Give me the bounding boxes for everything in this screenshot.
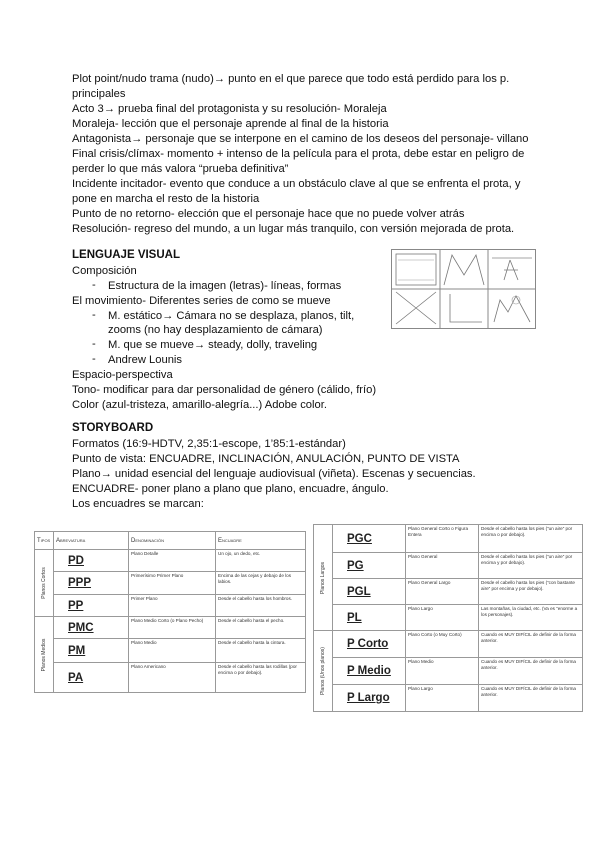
- name-cell: Plano Largo: [406, 685, 479, 712]
- intro-line-7: perder lo que más valora “prueba definitiva”: [72, 163, 289, 175]
- bullet-dash: -: [92, 279, 96, 291]
- intro-line-11: Resolución- regreso del mundo, a un lugar más tranquilo, con versión mejorada de prota.: [72, 223, 515, 235]
- andrew-text: Andrew Lounis: [108, 354, 183, 366]
- encuadres-table-right: [313, 524, 583, 712]
- name-cell: Plano Largo: [406, 605, 479, 631]
- abbr-cell: PL: [333, 605, 406, 631]
- abbr-cell: PGC: [333, 525, 406, 553]
- encuadres-table-left: [34, 531, 306, 693]
- abbr-cell: PD: [54, 550, 129, 572]
- abbr-cell: P Largo: [333, 685, 406, 712]
- espacio-label: Espacio-perspectiva: [72, 369, 173, 381]
- frame-cell: Cuando es MUY DIFÍCIL de definir de la forma anterior.: [479, 631, 583, 658]
- storyboard-line-4: ENCUADRE- poner plano a plano que plano, encuadre, ángulo.: [72, 483, 389, 495]
- bullet-dash: -: [92, 338, 96, 350]
- group-label: Planos Cortos: [41, 567, 47, 599]
- frame-cell: Desde el cabello hasta el pecho.: [216, 617, 306, 639]
- estatico-text-1: M. estático→ Cámara no se desplaza, planos, tilt,: [108, 310, 355, 322]
- lenguaje-visual-heading: LENGUAJE VISUAL: [72, 249, 180, 261]
- frame-cell: Las montañas, la ciudad, etc. (Va es “enorme a los personajes).: [479, 605, 583, 631]
- storyboard-line-1: Formatos (16:9-HDTV, 2,35:1-escope, 1’85:1-estándar): [72, 438, 346, 450]
- group-label: Planos Medios: [41, 638, 47, 671]
- storyboard-heading: STORYBOARD: [72, 422, 154, 434]
- bullet-dash: -: [92, 309, 96, 321]
- storyboard-line-2: Punto de vista: ENCUADRE, INCLINACIÓN, ANULACIÓN, PUNTO DE VISTA: [72, 453, 460, 465]
- name-cell: Plano Americano: [129, 663, 216, 693]
- group-label: Planos (Unos planos): [320, 647, 326, 695]
- abbr-cell: P Medio: [333, 658, 406, 685]
- frame-cell: Desde el cabello hasta los pies (“un aire” por encima y por debajo).: [479, 553, 583, 579]
- intro-line-5: Antagonista→ personaje que se interpone en el camino de los deseos del personaje- villano: [72, 133, 529, 145]
- name-cell: Plano General Corto o Figura Entera: [406, 525, 479, 553]
- header-tipos: Tipos: [35, 532, 54, 550]
- name-cell: Plano Detalle: [129, 550, 216, 572]
- group-label: Planos Largos: [320, 561, 326, 594]
- letter-composition-sketch: [391, 249, 536, 329]
- name-cell: Plano General Largo: [406, 579, 479, 605]
- frame-cell: Un ojo, un dedo, etc.: [216, 550, 306, 572]
- abbr-cell: P Corto: [333, 631, 406, 658]
- group-cell: [35, 550, 54, 617]
- intro-line-1: Plot point/nudo trama (nudo)→ punto en el que parece que todo está perdido para los p.: [72, 73, 510, 85]
- abbr-cell: PPP: [54, 572, 129, 595]
- intro-line-4: Moraleja- lección que el personaje aprende al final de la historia: [72, 118, 389, 130]
- intro-line-9: pone en marcha el resto de la historia: [72, 193, 260, 205]
- composicion-label: Composición: [72, 265, 137, 277]
- abbr-cell: PP: [54, 595, 129, 617]
- frame-cell: Cuando es MUY DIFÍCIL de definir de la forma anterior.: [479, 685, 583, 712]
- name-cell: Plano General: [406, 553, 479, 579]
- abbr-cell: PM: [54, 639, 129, 663]
- movimiento-label: El movimiento- Diferentes series de como se mueve: [72, 295, 331, 307]
- frame-cell: Desde el cabello hasta la cintura.: [216, 639, 306, 663]
- frame-cell: Desde el cabello hasta las rodillas (por encima o por debajo).: [216, 663, 306, 693]
- group-cell: [35, 617, 54, 693]
- storyboard-line-5: Los encuadres se marcan:: [72, 498, 204, 510]
- name-cell: Plano Medio: [406, 658, 479, 685]
- header-denominacion: Denominación: [129, 532, 216, 550]
- frame-cell: Cuando es MUY DIFÍCIL de definir de la forma anterior.: [479, 658, 583, 685]
- group-cell: [314, 525, 333, 631]
- intro-line-6: Final crisis/clímax- momento + intenso de la película para el prota, debe estar en peligro de: [72, 148, 525, 160]
- abbr-cell: PMC: [54, 617, 129, 639]
- name-cell: Plano Medio: [129, 639, 216, 663]
- estructura-text: Estructura de la imagen (letras)- líneas, formas: [108, 280, 342, 292]
- storyboard-line-3: Plano→ unidad esencial del lenguaje audiovisual (viñeta). Escenas y secuencias.: [72, 468, 476, 480]
- abbr-cell: PGL: [333, 579, 406, 605]
- name-cell: Plano Medio Corto (o Plano Pecho): [129, 617, 216, 639]
- color-label: Color (azul-tristeza, amarillo-alegría...) Adobe color.: [72, 399, 327, 411]
- name-cell: Primerísimo Primer Plano: [129, 572, 216, 595]
- group-cell: [314, 631, 333, 712]
- frame-cell: Encima de las cejas y debajo de los labios.: [216, 572, 306, 595]
- intro-line-10: Punto de no retorno- elección que el personaje hace que no puede volver atrás: [72, 208, 465, 220]
- estatico-text-2: zooms (no hay desplazamiento de cámara): [108, 324, 323, 336]
- header-abreviatura: Abreviatura: [54, 532, 129, 550]
- abbr-cell: PG: [333, 553, 406, 579]
- header-encuadre: Encuadre: [216, 532, 306, 550]
- intro-line-8: Incidente incitador- evento que conduce a un obstáculo clave al que se enfrenta el prota, y: [72, 178, 521, 190]
- frame-cell: Desde el cabello hasta los hombros.: [216, 595, 306, 617]
- mueve-text: M. que se mueve→ steady, dolly, traveling: [108, 339, 318, 351]
- abbr-cell: PA: [54, 663, 129, 693]
- name-cell: Primer Plano: [129, 595, 216, 617]
- bullet-dash: -: [92, 353, 96, 365]
- intro-line-3: Acto 3→ prueba final del protagonista y su resolución- Moraleja: [72, 103, 387, 115]
- tono-label: Tono- modificar para dar personalidad de género (cálido, frío): [72, 384, 377, 396]
- frame-cell: Desde el cabello hasta los pies (“con bastante aire” por encima y por debajo).: [479, 579, 583, 605]
- frame-cell: Desde el cabello hasta los pies (“un aire” por encima o por debajo).: [479, 525, 583, 553]
- name-cell: Plano Corto (o Muy Corto): [406, 631, 479, 658]
- intro-line-2: principales: [72, 88, 126, 100]
